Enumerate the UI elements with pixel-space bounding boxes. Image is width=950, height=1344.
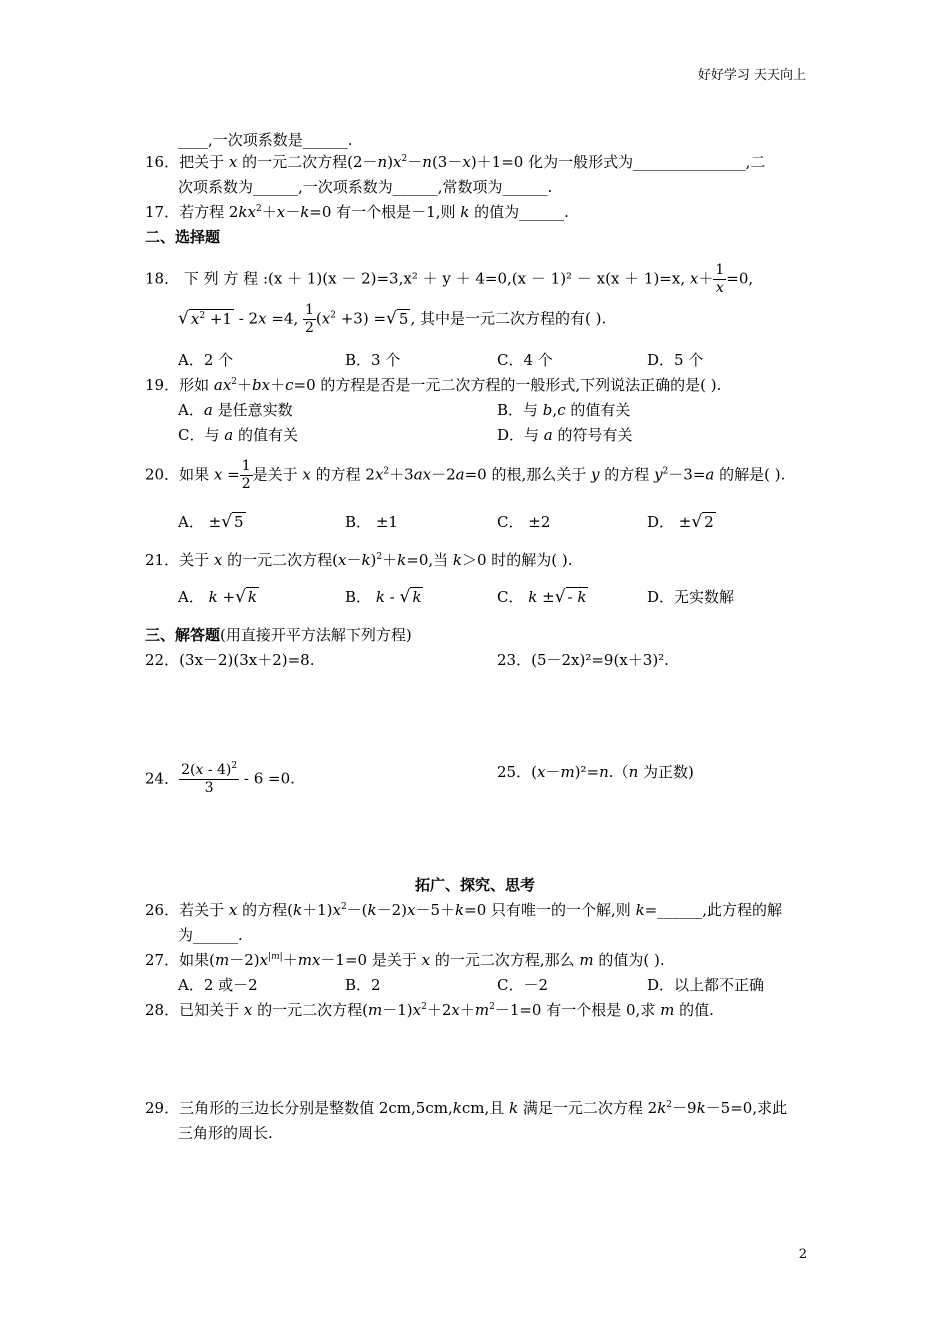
q27-option-a: A．2 或－2: [178, 976, 258, 994]
question-24: 24． $\frac{2(x - 4)^2}{3}$ - 6 =0.: [145, 761, 295, 796]
question-28: 28．已知关于 x 的一元二次方程$(m-1)x^2+2x+m^2-1=0$ 有一个根是 0,求 m 的值.: [145, 1001, 714, 1019]
question-16: 16．把关于 x 的一元二次方程$(2-n)x^2-n(3-x)+1=0$ 化为一般形式为_______________,二: [145, 153, 766, 171]
q21-option-b: B． k - √ k: [345, 587, 422, 607]
question-20: 20．如果 x = $\frac{1}{2}$ 是关于 x 的方程 $2x^2+3ax-2a=0$ 的根,那么关于 y 的方程 $y^2-3=a$ 的解是( ).: [145, 458, 786, 492]
question-21: 21．关于 x 的一元二次方程$(x-k)^2+k=0$,当 k＞0 时的解为( ).: [145, 551, 573, 569]
question-18: 18． 下 列 方 程 :(x ＋ 1)(x － 2)=3,x² ＋ y ＋ 4=0,(x － 1)² － x(x ＋ 1)=x, x＋ $\frac{1}{x}$ =0,: [145, 262, 754, 296]
page-header: 好好学习 天天向上: [697, 68, 806, 83]
q20-option-b: B． ±1: [345, 513, 398, 531]
page-number: 2: [798, 1247, 807, 1262]
q27-option-b: B．2: [345, 976, 381, 994]
q20-option-d: D． ±√ 2: [647, 512, 714, 532]
question-18-line2: √ $x^2 +1 - 2x =4$, $\frac{1}{2}$ $(x^2 +3)$ =√ 5 , 其中是一元二次方程的有( ).: [178, 302, 607, 336]
q18-option-a: A．2 个: [178, 351, 234, 369]
q19-option-a: A．a 是任意实数: [178, 401, 293, 419]
q19-option-c: C．与 a 的值有关: [178, 426, 298, 444]
question-16-line2: 次项系数为______,一次项系数为______,常数项为______.: [178, 178, 553, 196]
q18-option-c: C．4 个: [497, 351, 553, 369]
q27-option-d: D．以上都不正确: [647, 976, 765, 994]
question-22: 22．(3x－2)(3x＋2)=8.: [145, 651, 315, 669]
question-29-line2: 三角形的周长.: [178, 1124, 273, 1142]
q21-option-c: C． k ±√ - k: [497, 587, 587, 607]
q27-option-c: C．－2: [497, 976, 549, 994]
extension-title: 拓广、探究、思考: [414, 876, 535, 894]
q19-option-b: B．与 b,c 的值有关: [497, 401, 631, 419]
question-23: 23．(5－2x)²=9(x＋3)².: [497, 651, 669, 669]
question-26: 26．若关于 x 的方程$(k+1)x^2-(k-2)x-5+k=0$ 只有唯一的一个解,则 k=______,此方程的解: [145, 901, 782, 919]
section-2-heading: 二、选择题: [145, 228, 221, 246]
q15-continuation: ____,一次项系数是______.: [178, 131, 353, 149]
q20-option-a: A． ±√ 5: [178, 512, 244, 532]
q20-option-c: C． ±2: [497, 513, 551, 531]
q18-option-d: D．5 个: [647, 351, 704, 369]
question-26-line2: 为______.: [178, 926, 243, 944]
q21-option-a: A． k +√ k: [178, 587, 257, 607]
question-25: 25．(x－m)²=n.（n 为正数): [497, 763, 694, 781]
question-27: 27．如果$(m-2)x^{|m|}+mx-1=0$ 是关于 x 的一元二次方程,那么 m 的值为( ).: [145, 951, 665, 969]
q21-option-d: D．无实数解: [647, 588, 735, 606]
question-17: 17．若方程 $2kx^2+x-k=0$ 有一个根是－1,则 k 的值为______.: [145, 203, 569, 221]
question-19: 19．形如 $ax^2+bx+c=0$ 的方程是否是一元二次方程的一般形式,下列说法正确的是( ).: [145, 376, 722, 394]
q19-option-d: D．与 a 的符号有关: [497, 426, 633, 444]
section-3-heading: 三、解答题(用直接开平方法解下列方程): [145, 626, 412, 644]
q18-option-b: B．3 个: [345, 351, 401, 369]
question-29: 29．三角形的三边长分别是整数值 2cm,5cm,kcm,且 k 满足一元二次方程 $2k^2-9k-5=0$,求此: [145, 1099, 788, 1117]
